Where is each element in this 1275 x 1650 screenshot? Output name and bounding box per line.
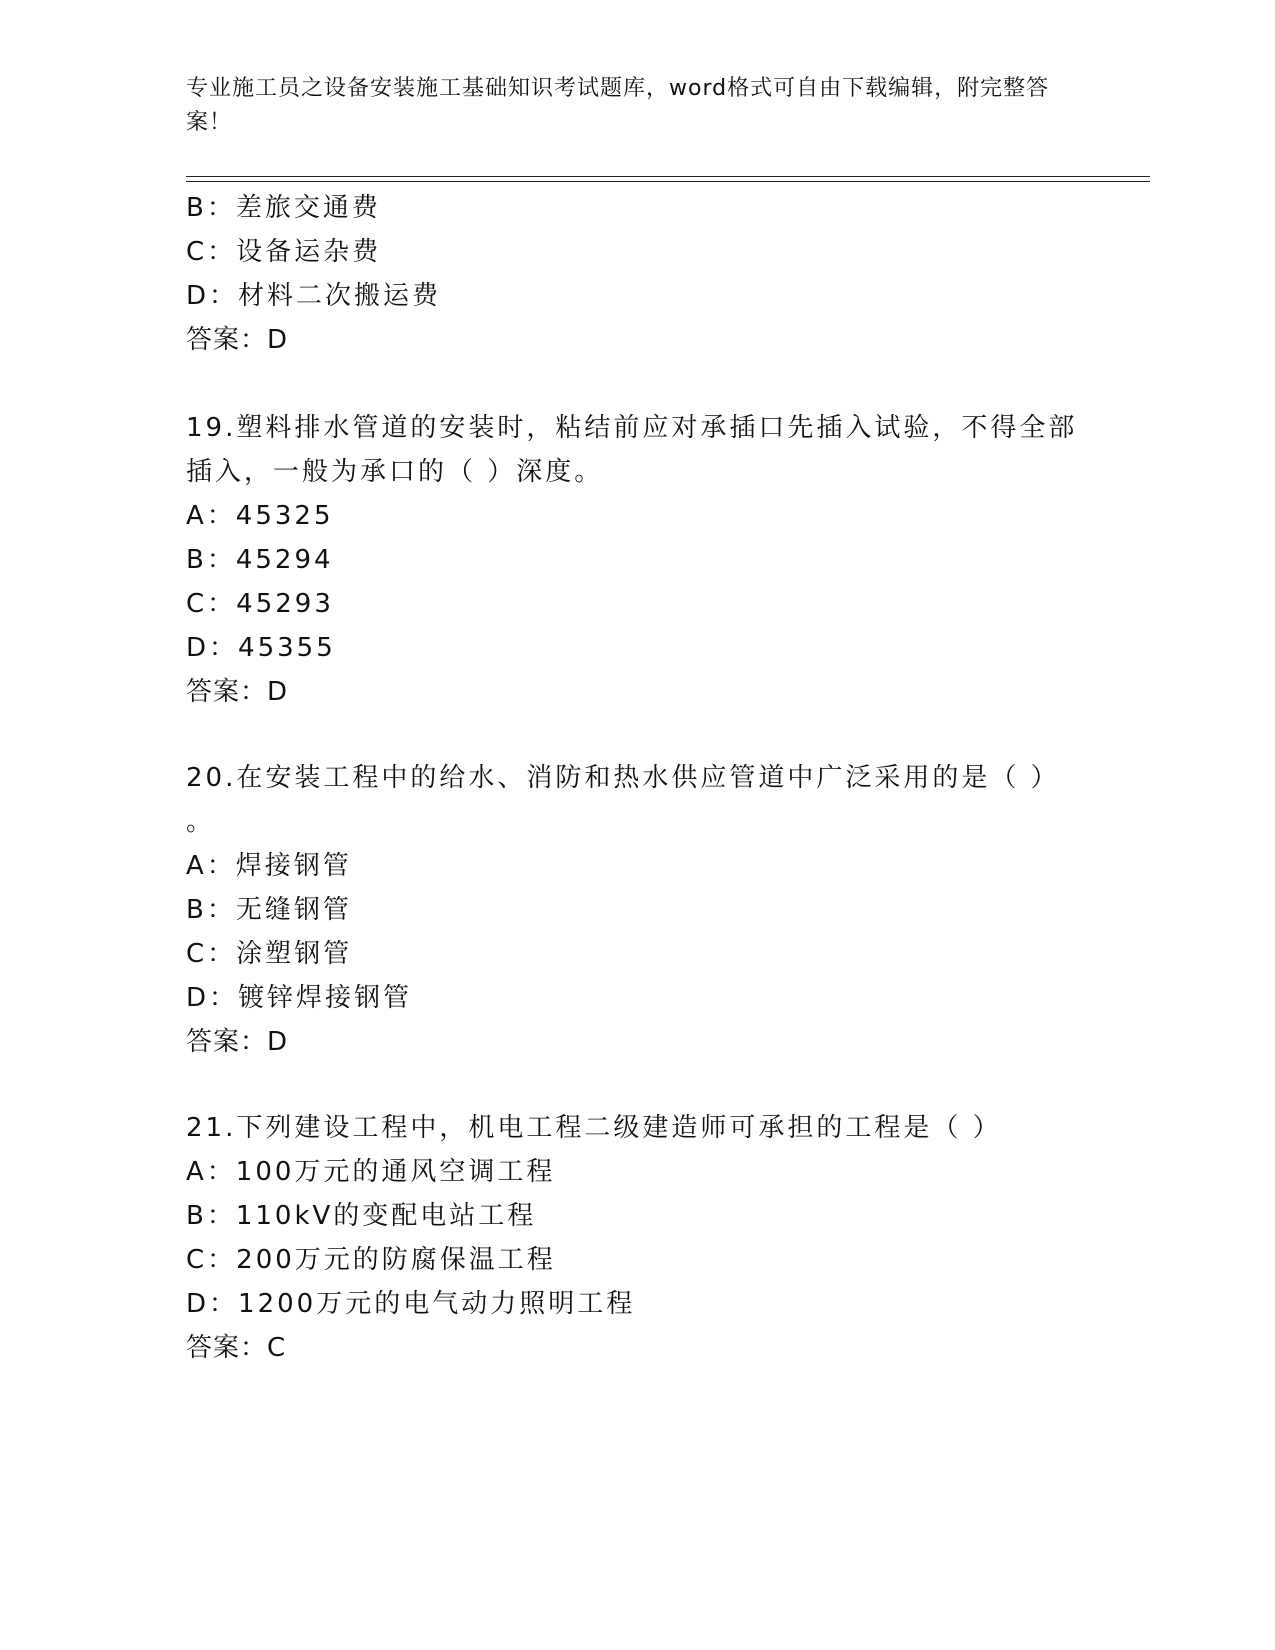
document-header: 专业施工员之设备安装施工基础知识考试题库，word格式可自由下载编辑，附完整答案！ xyxy=(186,76,1050,135)
q21-option-a: A：100万元的通风空调工程 xyxy=(186,1157,556,1187)
q21-answer: 答案：C xyxy=(186,1333,287,1363)
q19-option-b: B：45294 xyxy=(186,545,334,575)
q20-option-b: B：无缝钢管 xyxy=(186,895,352,925)
q20-answer: 答案：D xyxy=(186,1027,289,1057)
q18-option-c: C：设备运杂费 xyxy=(186,237,382,267)
q19-answer: 答案：D xyxy=(186,677,289,707)
header-divider-bottom xyxy=(186,181,1150,182)
q20-option-a: A：焊接钢管 xyxy=(186,851,352,881)
q19-option-d: D：45355 xyxy=(186,633,336,663)
q18-option-b: B：差旅交通费 xyxy=(186,193,381,223)
q18-option-d: D：材料二次搬运费 xyxy=(186,281,442,311)
q21-option-d: D：1200万元的电气动力照明工程 xyxy=(186,1289,636,1319)
q20-stem-line2: 。 xyxy=(186,807,216,837)
q20-stem-line1: 20.在安装工程中的给水、消防和热水供应管道中广泛采用的是（ ） xyxy=(186,763,1060,793)
q19-option-a: A：45325 xyxy=(186,501,334,531)
q21-stem-line1: 21.下列建设工程中，机电工程二级建造师可承担的工程是（ ） xyxy=(186,1113,1002,1143)
header-divider-top xyxy=(186,176,1150,177)
q20-option-c: C：涂塑钢管 xyxy=(186,939,353,969)
q18-answer: 答案：D xyxy=(186,325,289,355)
q20-option-d: D：镀锌焊接钢管 xyxy=(186,983,413,1013)
q19-stem-line1: 19.塑料排水管道的安装时，粘结前应对承插口先插入试验，不得全部 xyxy=(186,413,1078,443)
q21-option-c: C：200万元的防腐保温工程 xyxy=(186,1245,556,1275)
q19-stem-line2: 插入，一般为承口的（ ）深度。 xyxy=(186,457,604,487)
q19-option-c: C：45293 xyxy=(186,589,334,619)
q21-option-b: B：110kV的变配电站工程 xyxy=(186,1201,537,1231)
